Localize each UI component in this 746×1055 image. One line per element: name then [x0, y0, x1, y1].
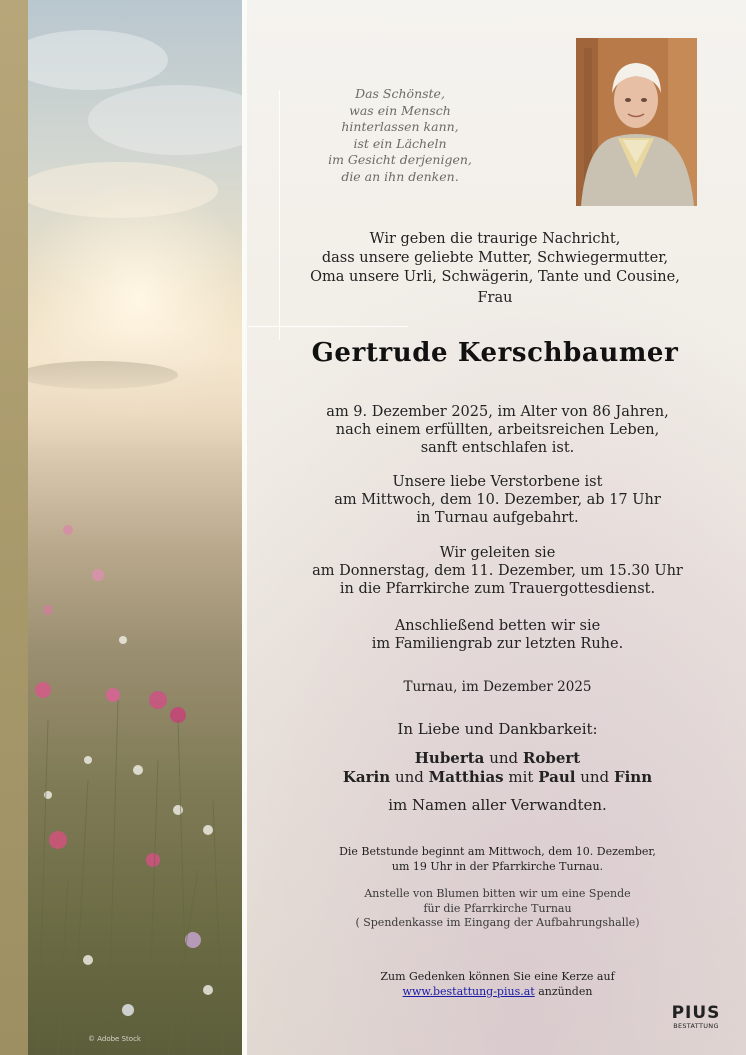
- deceased-portrait: [576, 38, 697, 206]
- announcement-line: Wir geben die traurige Nachricht,: [369, 231, 621, 247]
- text-line: im Familiengrab zur letzten Ruhe.: [371, 636, 624, 652]
- text-line: um 19 Uhr in der Pfarrkirche Turnau.: [391, 859, 604, 873]
- link-suffix: anzünden: [534, 984, 593, 998]
- gold-border-strip: [0, 0, 28, 1055]
- text-line: Wir geleiten sie: [439, 545, 556, 561]
- viewing-info: [270, 473, 725, 527]
- text-line: sanft entschlafen ist.: [420, 440, 575, 456]
- connector: mit: [508, 768, 534, 786]
- mourners-names: [270, 749, 725, 787]
- mourner-line: [270, 768, 725, 787]
- connector: und: [394, 768, 424, 786]
- mourner-name: Huberta: [414, 749, 485, 767]
- text-line: im Namen aller Verwandten.: [388, 796, 607, 814]
- text-line: am Mittwoch, dem 10. Dezember, ab 17 Uhr: [334, 492, 661, 508]
- mourner-name: Robert: [522, 749, 581, 767]
- quote-line: was ein Mensch: [349, 102, 451, 118]
- quote-line: die an ihn denken.: [341, 168, 459, 184]
- website-link[interactable]: www.bestattung-pius.at: [402, 984, 535, 998]
- mourner-name: Paul: [538, 768, 576, 786]
- quote-line: hinterlassen kann,: [341, 119, 459, 134]
- text-line: Anschließend betten wir sie: [394, 618, 601, 634]
- logo-subtitle: BESTATTUNG: [673, 1022, 719, 1030]
- text-line: Unsere liebe Verstorbene ist: [392, 474, 603, 490]
- text-line: ( Spendenkasse im Eingang der Aufbahrungshalle): [355, 916, 640, 929]
- text-line: [270, 985, 725, 1000]
- mourner-name: Matthias: [428, 768, 504, 786]
- white-divider-strip: [242, 0, 247, 1055]
- text-line: am 9. Dezember 2025, im Alter von 86 Jahren,: [326, 404, 669, 420]
- connector: und: [580, 768, 610, 786]
- connector: und: [489, 749, 519, 767]
- meadow-photo: [28, 0, 242, 1055]
- memorial-quote: [300, 86, 500, 185]
- announcement-line: dass unsere geliebte Mutter, Schwiegermutter,: [321, 250, 669, 266]
- text-line: nach einem erfüllten, arbeitsreichen Leben,: [335, 422, 660, 438]
- quote-line: Das Schönste,: [355, 86, 445, 101]
- mourners-intro: [270, 720, 725, 738]
- quote-line: im Gesicht derjenigen,: [328, 152, 472, 167]
- quote-line: ist ein Lächeln: [353, 135, 447, 151]
- text-line: in Turnau aufgebahrt.: [416, 510, 579, 526]
- death-info: [270, 403, 725, 457]
- meadow-illustration: [28, 0, 242, 1055]
- mourners-outro: [270, 796, 725, 814]
- announcement-line: Oma unsere Urli, Schwägerin, Tante und Cousine,: [310, 269, 680, 285]
- burial-info: [270, 617, 725, 653]
- logo-name: PIUS: [671, 1003, 721, 1023]
- cross-horizontal-line: [248, 326, 408, 327]
- mourner-name: Finn: [613, 768, 653, 786]
- photo-credit: © Adobe Stock: [88, 1035, 141, 1043]
- memorial-candle-info: [270, 970, 725, 999]
- donation-info: [270, 887, 725, 931]
- prayer-info: [270, 845, 725, 874]
- pius-logo: [668, 1004, 724, 1030]
- salutation: Frau: [477, 290, 513, 306]
- mourner-line: [270, 749, 725, 768]
- text-line: Turnau, im Dezember 2025: [403, 679, 592, 695]
- text-line: am Donnerstag, dem 11. Dezember, um 15.30 Uhr: [312, 563, 683, 579]
- text-line: Anstelle von Blumen bitten wir um eine Spende: [364, 887, 631, 900]
- funeral-info: [270, 544, 725, 598]
- place-date: [270, 678, 725, 696]
- text-line: Zum Gedenken können Sie eine Kerze auf: [380, 970, 615, 983]
- deceased-name: Gertrude Kerschbaumer: [311, 338, 679, 368]
- announcement: [280, 230, 710, 287]
- text-line: In Liebe und Dankbarkeit:: [397, 720, 598, 738]
- text-line: für die Pfarrkirche Turnau: [423, 901, 572, 915]
- text-line: Die Betstunde beginnt am Mittwoch, dem 10. Dezember,: [339, 845, 656, 858]
- text-line: in die Pfarrkirche zum Trauergottesdienst.: [339, 581, 656, 597]
- mourner-name: Karin: [342, 768, 391, 786]
